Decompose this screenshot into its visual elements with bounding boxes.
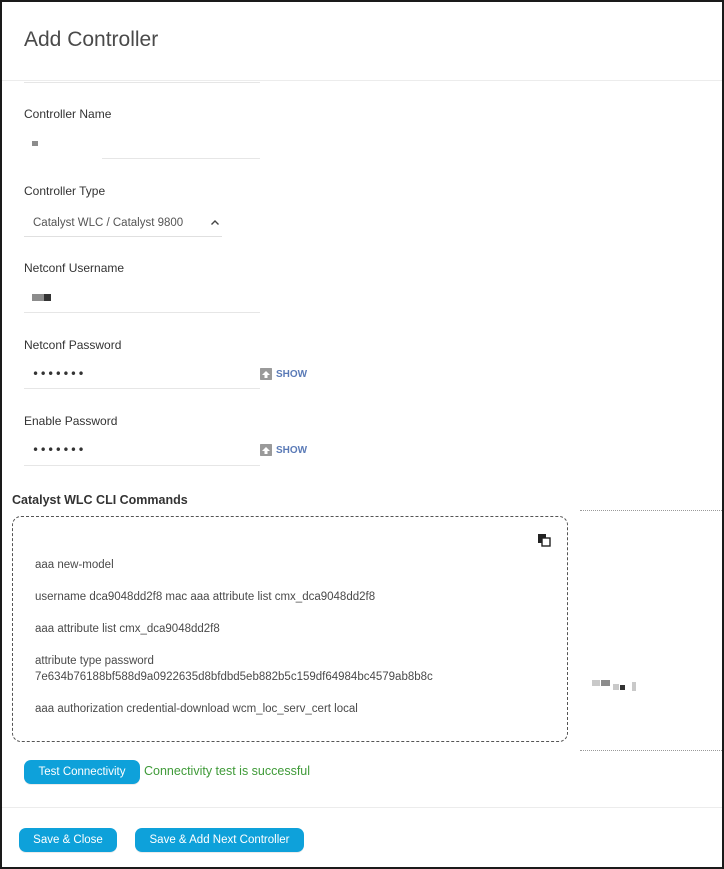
- cli-section-title: Catalyst WLC CLI Commands: [12, 493, 188, 507]
- cli-line: attribute type password: [35, 655, 154, 667]
- controller-type-select[interactable]: [24, 210, 222, 237]
- save-close-button[interactable]: Save & Close: [19, 828, 117, 852]
- previous-field-underline: [24, 82, 260, 83]
- redacted-controller-name: [32, 141, 38, 146]
- side-panel-bottom-rule: [580, 750, 722, 751]
- cli-line: aaa authorization credential-download wcm_loc_serv_cert local: [35, 703, 358, 715]
- cli-line: 7e634b76188bf588d9a0922635d8bfdbd5eb882b5c159df64984bc4579ab8b8c: [35, 671, 433, 683]
- test-connectivity-button[interactable]: Test Connectivity: [24, 760, 140, 784]
- redacted-side-text: [601, 680, 610, 686]
- netconf-username-input[interactable]: [24, 284, 260, 312]
- dialog-footer: [2, 807, 722, 808]
- controller-name-label: Controller Name: [24, 107, 112, 121]
- dialog-title: Add Controller: [24, 28, 159, 51]
- redacted-side-text: [620, 685, 625, 690]
- show-label: SHOW: [276, 445, 308, 456]
- show-password-icon: [260, 444, 272, 456]
- controller-type-label: Controller Type: [24, 184, 106, 198]
- side-panel-top-rule: [580, 510, 722, 511]
- dialog-header: [2, 2, 722, 81]
- chevron-up-icon: [210, 218, 220, 228]
- redacted-side-text: [613, 684, 619, 690]
- connectivity-status-text: Connectivity test is successful: [144, 764, 311, 778]
- netconf-password-label: Netconf Password: [24, 338, 122, 352]
- redacted-side-text: [592, 680, 600, 686]
- netconf-username-label: Netconf Username: [24, 261, 125, 275]
- save-add-next-button[interactable]: Save & Add Next Controller: [135, 828, 304, 852]
- netconf-username-underline: [24, 312, 260, 313]
- redacted-username: [32, 294, 44, 301]
- show-password-icon: [260, 368, 272, 380]
- cli-commands-box: [12, 516, 568, 742]
- cli-line: username dca9048dd2f8 mac aaa attribute list cmx_dca9048dd2f8: [35, 591, 376, 603]
- show-label: SHOW: [276, 369, 308, 380]
- cli-line: aaa new-model: [35, 559, 114, 571]
- controller-name-underline: [102, 158, 260, 159]
- controller-type-value: Catalyst WLC / Catalyst 9800: [33, 217, 184, 229]
- enable-password-underline: [24, 465, 260, 466]
- redacted-side-text: [632, 682, 636, 691]
- copy-icon[interactable]: [537, 533, 551, 547]
- controller-name-input[interactable]: [24, 130, 260, 158]
- netconf-password-value: •••••••: [32, 367, 86, 381]
- enable-password-label: Enable Password: [24, 414, 118, 428]
- enable-password-value: •••••••: [32, 443, 86, 457]
- redacted-username-part: [44, 294, 51, 301]
- netconf-password-underline: [24, 388, 260, 389]
- cli-line: aaa attribute list cmx_dca9048dd2f8: [35, 623, 220, 635]
